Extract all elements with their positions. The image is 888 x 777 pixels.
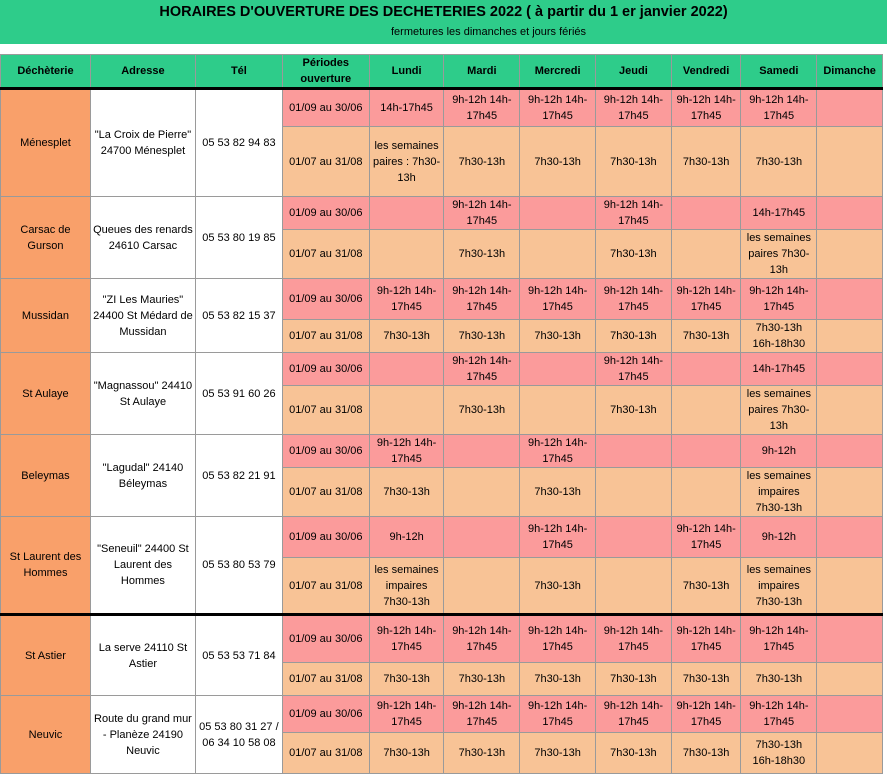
site-address: Queues des renards 24610 Carsac	[90, 197, 195, 279]
hours-lundi: 14h-17h45	[369, 89, 444, 127]
hours-samedi: 7h30-13h 16h-18h30	[741, 733, 817, 774]
hours-mercredi	[520, 353, 596, 386]
period-label: 01/09 au 30/06	[282, 696, 369, 733]
hours-samedi: les semaines impaires 7h30-13h	[741, 558, 817, 615]
period-label: 01/07 au 31/08	[282, 663, 369, 696]
hours-mardi: 9h-12h 14h-17h45	[444, 197, 520, 230]
table-row	[1, 615, 883, 663]
hours-jeudi: 9h-12h 14h-17h45	[596, 615, 672, 663]
hours-lundi	[369, 386, 444, 435]
hours-vendredi: 9h-12h 14h-17h45	[671, 696, 741, 733]
hours-vendredi: 7h30-13h	[671, 558, 741, 615]
hours-dimanche	[817, 615, 883, 663]
period-label: 01/07 au 31/08	[282, 320, 369, 353]
hours-mardi	[444, 468, 520, 517]
hours-samedi: 7h30-13h 16h-18h30	[741, 320, 817, 353]
period-label: 01/09 au 30/06	[282, 615, 369, 663]
hours-jeudi: 7h30-13h	[596, 733, 672, 774]
period-label: 01/09 au 30/06	[282, 197, 369, 230]
table-row	[1, 279, 883, 320]
table-row	[1, 517, 883, 558]
table-row	[1, 89, 883, 127]
hours-mardi: 7h30-13h	[444, 733, 520, 774]
table-row	[1, 197, 883, 230]
hours-lundi: 7h30-13h	[369, 468, 444, 517]
hours-jeudi: 9h-12h 14h-17h45	[596, 279, 672, 320]
hours-mardi: 9h-12h 14h-17h45	[444, 279, 520, 320]
hours-dimanche	[817, 127, 883, 197]
hours-mercredi: 7h30-13h	[520, 733, 596, 774]
hours-mardi	[444, 517, 520, 558]
col-header-periodes: Périodes ouverture	[282, 55, 369, 89]
hours-vendredi: 7h30-13h	[671, 733, 741, 774]
hours-mercredi: 9h-12h 14h-17h45	[520, 696, 596, 733]
period-label: 01/07 au 31/08	[282, 733, 369, 774]
hours-mercredi	[520, 197, 596, 230]
hours-jeudi	[596, 435, 672, 468]
site-name-mussidan: Mussidan	[1, 279, 91, 353]
hours-samedi: 9h-12h 14h-17h45	[741, 615, 817, 663]
hours-dimanche	[817, 230, 883, 279]
hours-mardi	[444, 558, 520, 615]
hours-jeudi: 9h-12h 14h-17h45	[596, 353, 672, 386]
hours-mercredi: 7h30-13h	[520, 320, 596, 353]
site-name-carsac-de-gurson: Carsac de Gurson	[1, 197, 91, 279]
hours-samedi: 9h-12h 14h-17h45	[741, 89, 817, 127]
hours-lundi	[369, 230, 444, 279]
site-phone: 05 53 80 31 27 / 06 34 10 58 08	[195, 696, 282, 774]
hours-mardi: 7h30-13h	[444, 127, 520, 197]
hours-vendredi	[671, 386, 741, 435]
hours-lundi: 9h-12h	[369, 517, 444, 558]
col-header-vendredi: Vendredi	[671, 55, 741, 89]
period-label: 01/09 au 30/06	[282, 435, 369, 468]
site-address: "Lagudal" 24140 Béleymas	[90, 435, 195, 517]
site-phone: 05 53 80 53 79	[195, 517, 282, 615]
hours-mardi: 9h-12h 14h-17h45	[444, 615, 520, 663]
hours-dimanche	[817, 696, 883, 733]
site-name-menesplet: Ménesplet	[1, 89, 91, 197]
hours-mercredi: 7h30-13h	[520, 468, 596, 517]
period-label: 01/07 au 31/08	[282, 127, 369, 197]
hours-mercredi: 9h-12h 14h-17h45	[520, 615, 596, 663]
hours-dimanche	[817, 353, 883, 386]
period-label: 01/07 au 31/08	[282, 230, 369, 279]
hours-jeudi	[596, 558, 672, 615]
hours-vendredi	[671, 468, 741, 517]
site-name-st-aulaye: St Aulaye	[1, 353, 91, 435]
hours-mercredi	[520, 386, 596, 435]
hours-lundi: les semaines impaires 7h30-13h	[369, 558, 444, 615]
site-address: "Seneuil" 24400 St Laurent des Hommes	[90, 517, 195, 615]
hours-dimanche	[817, 733, 883, 774]
hours-jeudi: 7h30-13h	[596, 320, 672, 353]
hours-mercredi	[520, 230, 596, 279]
hours-dimanche	[817, 468, 883, 517]
site-address: "Magnassou" 24410 St Aulaye	[90, 353, 195, 435]
hours-mercredi: 9h-12h 14h-17h45	[520, 89, 596, 127]
hours-dimanche	[817, 435, 883, 468]
hours-lundi: 7h30-13h	[369, 663, 444, 696]
site-address: "La Croix de Pierre" 24700 Ménesplet	[90, 89, 195, 197]
hours-lundi: les semaines paires : 7h30-13h	[369, 127, 444, 197]
hours-samedi: 14h-17h45	[741, 353, 817, 386]
hours-dimanche	[817, 517, 883, 558]
hours-lundi	[369, 353, 444, 386]
hours-vendredi: 9h-12h 14h-17h45	[671, 279, 741, 320]
hours-jeudi: 7h30-13h	[596, 386, 672, 435]
col-header-adresse: Adresse	[90, 55, 195, 89]
site-phone: 05 53 91 60 26	[195, 353, 282, 435]
hours-mardi	[444, 435, 520, 468]
hours-samedi: 9h-12h 14h-17h45	[741, 696, 817, 733]
hours-vendredi	[671, 435, 741, 468]
col-header-tel: Tél	[195, 55, 282, 89]
hours-jeudi: 9h-12h 14h-17h45	[596, 696, 672, 733]
header-row	[1, 55, 883, 89]
site-name-st-laurent-des-hommes: St Laurent des Hommes	[1, 517, 91, 615]
hours-jeudi: 7h30-13h	[596, 127, 672, 197]
hours-mercredi: 7h30-13h	[520, 558, 596, 615]
period-label: 01/09 au 30/06	[282, 279, 369, 320]
table-row	[1, 435, 883, 468]
hours-jeudi	[596, 468, 672, 517]
hours-lundi: 9h-12h 14h-17h45	[369, 696, 444, 733]
schedule-body	[1, 89, 883, 774]
period-label: 01/09 au 30/06	[282, 353, 369, 386]
hours-jeudi: 7h30-13h	[596, 230, 672, 279]
title-banner	[0, 0, 887, 44]
table-row	[1, 696, 883, 733]
site-address: La serve 24110 St Astier	[90, 615, 195, 696]
col-header-lundi: Lundi	[369, 55, 444, 89]
hours-jeudi: 9h-12h 14h-17h45	[596, 197, 672, 230]
hours-vendredi	[671, 197, 741, 230]
hours-dimanche	[817, 197, 883, 230]
schedule-table	[0, 54, 883, 774]
period-label: 01/07 au 31/08	[282, 558, 369, 615]
hours-mardi: 9h-12h 14h-17h45	[444, 89, 520, 127]
site-phone: 05 53 80 19 85	[195, 197, 282, 279]
page-title: HORAIRES D'OUVERTURE DES DECHETERIES 2022 ( à partir du 1 er janvier 2022)	[159, 4, 728, 20]
site-phone: 05 53 82 21 91	[195, 435, 282, 517]
hours-mardi: 9h-12h 14h-17h45	[444, 696, 520, 733]
hours-dimanche	[817, 89, 883, 127]
hours-dimanche	[817, 320, 883, 353]
period-label: 01/09 au 30/06	[282, 517, 369, 558]
site-name-neuvic: Neuvic	[1, 696, 91, 774]
col-header-samedi: Samedi	[741, 55, 817, 89]
hours-lundi: 7h30-13h	[369, 733, 444, 774]
hours-vendredi	[671, 353, 741, 386]
hours-jeudi: 7h30-13h	[596, 663, 672, 696]
hours-vendredi	[671, 230, 741, 279]
col-header-mardi: Mardi	[444, 55, 520, 89]
hours-vendredi: 7h30-13h	[671, 320, 741, 353]
hours-jeudi	[596, 517, 672, 558]
page-subtitle: fermetures les dimanches et jours fériés	[390, 26, 587, 38]
hours-lundi: 9h-12h 14h-17h45	[369, 615, 444, 663]
site-address: Route du grand mur - Planèze 24190 Neuvic	[90, 696, 195, 774]
site-name-beleymas: Beleymas	[1, 435, 91, 517]
hours-mardi: 7h30-13h	[444, 663, 520, 696]
hours-lundi: 9h-12h 14h-17h45	[369, 435, 444, 468]
period-label: 01/09 au 30/06	[282, 89, 369, 127]
hours-vendredi: 9h-12h 14h-17h45	[671, 517, 741, 558]
hours-mardi: 7h30-13h	[444, 230, 520, 279]
hours-mercredi: 9h-12h 14h-17h45	[520, 435, 596, 468]
site-address: "ZI Les Mauries" 24400 St Médard de Mussidan	[90, 279, 195, 353]
hours-samedi: les semaines paires 7h30-13h	[741, 230, 817, 279]
site-phone: 05 53 82 94 83	[195, 89, 282, 197]
period-label: 01/07 au 31/08	[282, 468, 369, 517]
site-phone: 05 53 82 15 37	[195, 279, 282, 353]
hours-mardi: 7h30-13h	[444, 320, 520, 353]
table-row	[1, 353, 883, 386]
period-label: 01/07 au 31/08	[282, 386, 369, 435]
hours-samedi: 14h-17h45	[741, 197, 817, 230]
hours-lundi: 7h30-13h	[369, 320, 444, 353]
col-header-mercredi: Mercredi	[520, 55, 596, 89]
hours-mercredi: 9h-12h 14h-17h45	[520, 517, 596, 558]
hours-samedi: 9h-12h	[741, 517, 817, 558]
hours-jeudi: 9h-12h 14h-17h45	[596, 89, 672, 127]
col-header-dimanche: Dimanche	[817, 55, 883, 89]
hours-vendredi: 9h-12h 14h-17h45	[671, 615, 741, 663]
hours-mercredi: 7h30-13h	[520, 663, 596, 696]
hours-samedi: 7h30-13h	[741, 663, 817, 696]
col-header-decheterie: Déchèterie	[1, 55, 91, 89]
hours-dimanche	[817, 386, 883, 435]
hours-mardi: 9h-12h 14h-17h45	[444, 353, 520, 386]
col-header-jeudi: Jeudi	[596, 55, 672, 89]
hours-vendredi: 9h-12h 14h-17h45	[671, 89, 741, 127]
hours-mercredi: 9h-12h 14h-17h45	[520, 279, 596, 320]
hours-samedi: 9h-12h 14h-17h45	[741, 279, 817, 320]
hours-vendredi: 7h30-13h	[671, 663, 741, 696]
hours-mercredi: 7h30-13h	[520, 127, 596, 197]
hours-lundi	[369, 197, 444, 230]
hours-mardi: 7h30-13h	[444, 386, 520, 435]
hours-samedi: 7h30-13h	[741, 127, 817, 197]
hours-dimanche	[817, 279, 883, 320]
hours-vendredi: 7h30-13h	[671, 127, 741, 197]
site-phone: 05 53 53 71 84	[195, 615, 282, 696]
hours-dimanche	[817, 558, 883, 615]
site-name-st-astier: St Astier	[1, 615, 91, 696]
hours-samedi: les semaines paires 7h30-13h	[741, 386, 817, 435]
hours-dimanche	[817, 663, 883, 696]
hours-lundi: 9h-12h 14h-17h45	[369, 279, 444, 320]
hours-samedi: les semaines impaires 7h30-13h	[741, 468, 817, 517]
hours-samedi: 9h-12h	[741, 435, 817, 468]
